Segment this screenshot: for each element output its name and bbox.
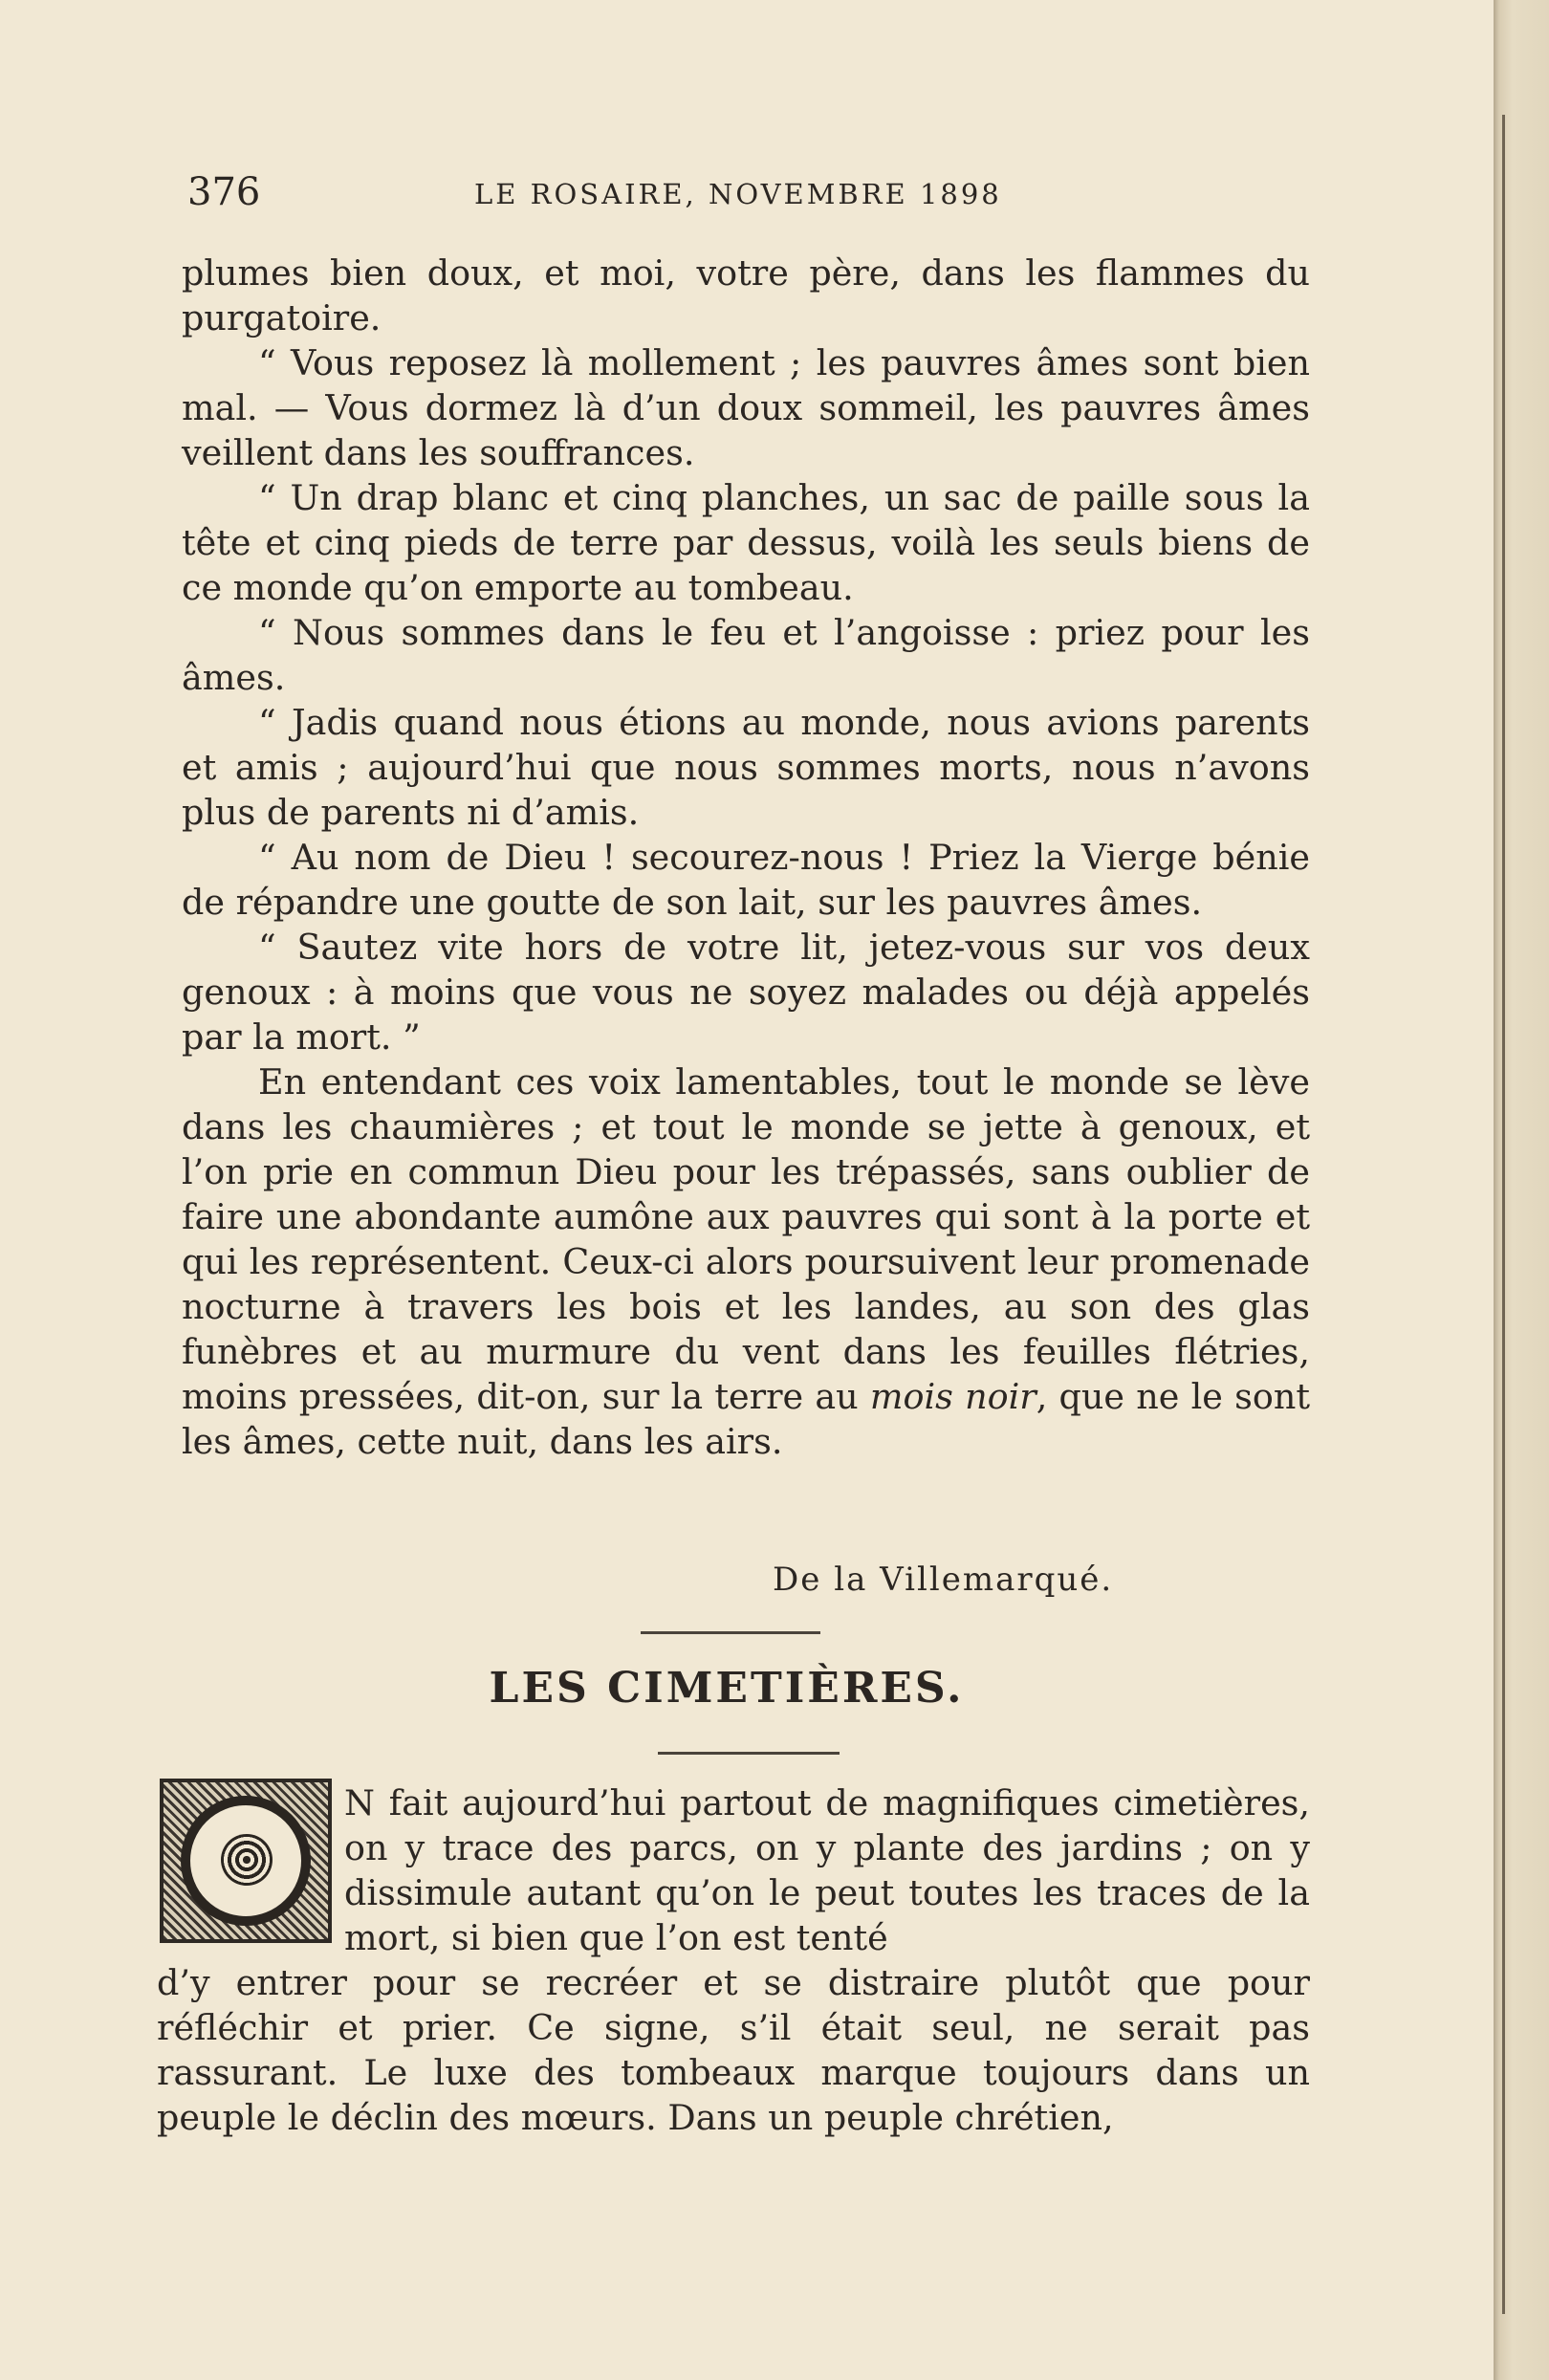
- paragraph: plumes bien doux, et moi, votre père, dans les flammes du purgatoire.: [182, 252, 1310, 338]
- divider: [641, 1631, 820, 1634]
- divider: [658, 1752, 840, 1755]
- page-edge: [1494, 0, 1549, 2380]
- page-header: [187, 170, 1316, 228]
- paragraph: “ Vous reposez là mollement ; les pauvres âmes sont bien mal. — Vous dormez là d’un doux sommeil, les pauvres âmes veillent dans les souffrances.: [182, 342, 1310, 473]
- italic-phrase: mois noir: [869, 1376, 1036, 1417]
- paragraph: “ Au nom de Dieu ! secourez-nous ! Priez la Vierge bénie de répandre une goutte de son lait, sur les pauvres âmes.: [182, 837, 1310, 923]
- author-signature: De la Villemarqué.: [773, 1561, 1114, 1599]
- main-text: [182, 251, 1310, 1464]
- paragraph: “ Jadis quand nous étions au monde, nous avions parents et amis ; aujourd’hui que nous sommes morts, nous n’avons plus de parents ni d’amis.: [182, 702, 1310, 833]
- paragraph: “ Nous sommes dans le feu et l’angoisse : priez pour les âmes.: [182, 612, 1310, 698]
- paragraph: N fait aujourd’hui partout de magnifiques cimetières, on y trace des parcs, on y plante des jardins ; on y dissimule autant qu’on le peut toutes les traces de la mort, si bien que l’on est tenté: [344, 1782, 1310, 1958]
- section-text: [157, 1780, 1310, 2140]
- paragraph-text: , que ne le sont les âmes, cette nuit, dans les airs.: [182, 1376, 1311, 1462]
- paragraph: [182, 1059, 1310, 1464]
- running-head: LE ROSAIRE, NOVEMBRE 1898: [474, 178, 1002, 210]
- gutter-line: [1502, 115, 1505, 2314]
- paragraph: d’y entrer pour se recréer et se distraire plutôt que pour réfléchir et prier. Ce signe, s’il était seul, ne serait pas rassurant. Le luxe des tombeaux marque toujours dans un peuple le déclin des mœurs. Dans un peuple chrétien,: [157, 1962, 1310, 2138]
- paragraph: “ Un drap blanc et cinq planches, un sac de paille sous la tête et cinq pieds de terre par dessus, voilà les seuls biens de ce monde qu’on emporte au tombeau.: [182, 477, 1310, 608]
- section-title: LES CIMETIÈRES.: [489, 1664, 965, 1713]
- paragraph: “ Sautez vite hors de votre lit, jetez-vous sur vos deux genoux : à moins que vous ne soyez malades ou déjà appelés par la mort. ”: [182, 927, 1310, 1058]
- paragraph-text: En entendant ces voix lamentables, tout le monde se lève dans les chaumières ; et tout le monde se jette à genoux, et l’on prie en commun Dieu pour les trépassés, sans oublier de faire une abondante aumône aux pauvres qui sont à la porte et qui les représentent. Ceux-ci alors poursuivent leur promenade nocturne à travers les bois et les landes, au son des glas funèbres et au murmure du vent dans les feuilles flétries, moins pressées, dit-on, sur la terre au: [182, 1061, 1310, 1417]
- page-number: 376: [187, 170, 261, 214]
